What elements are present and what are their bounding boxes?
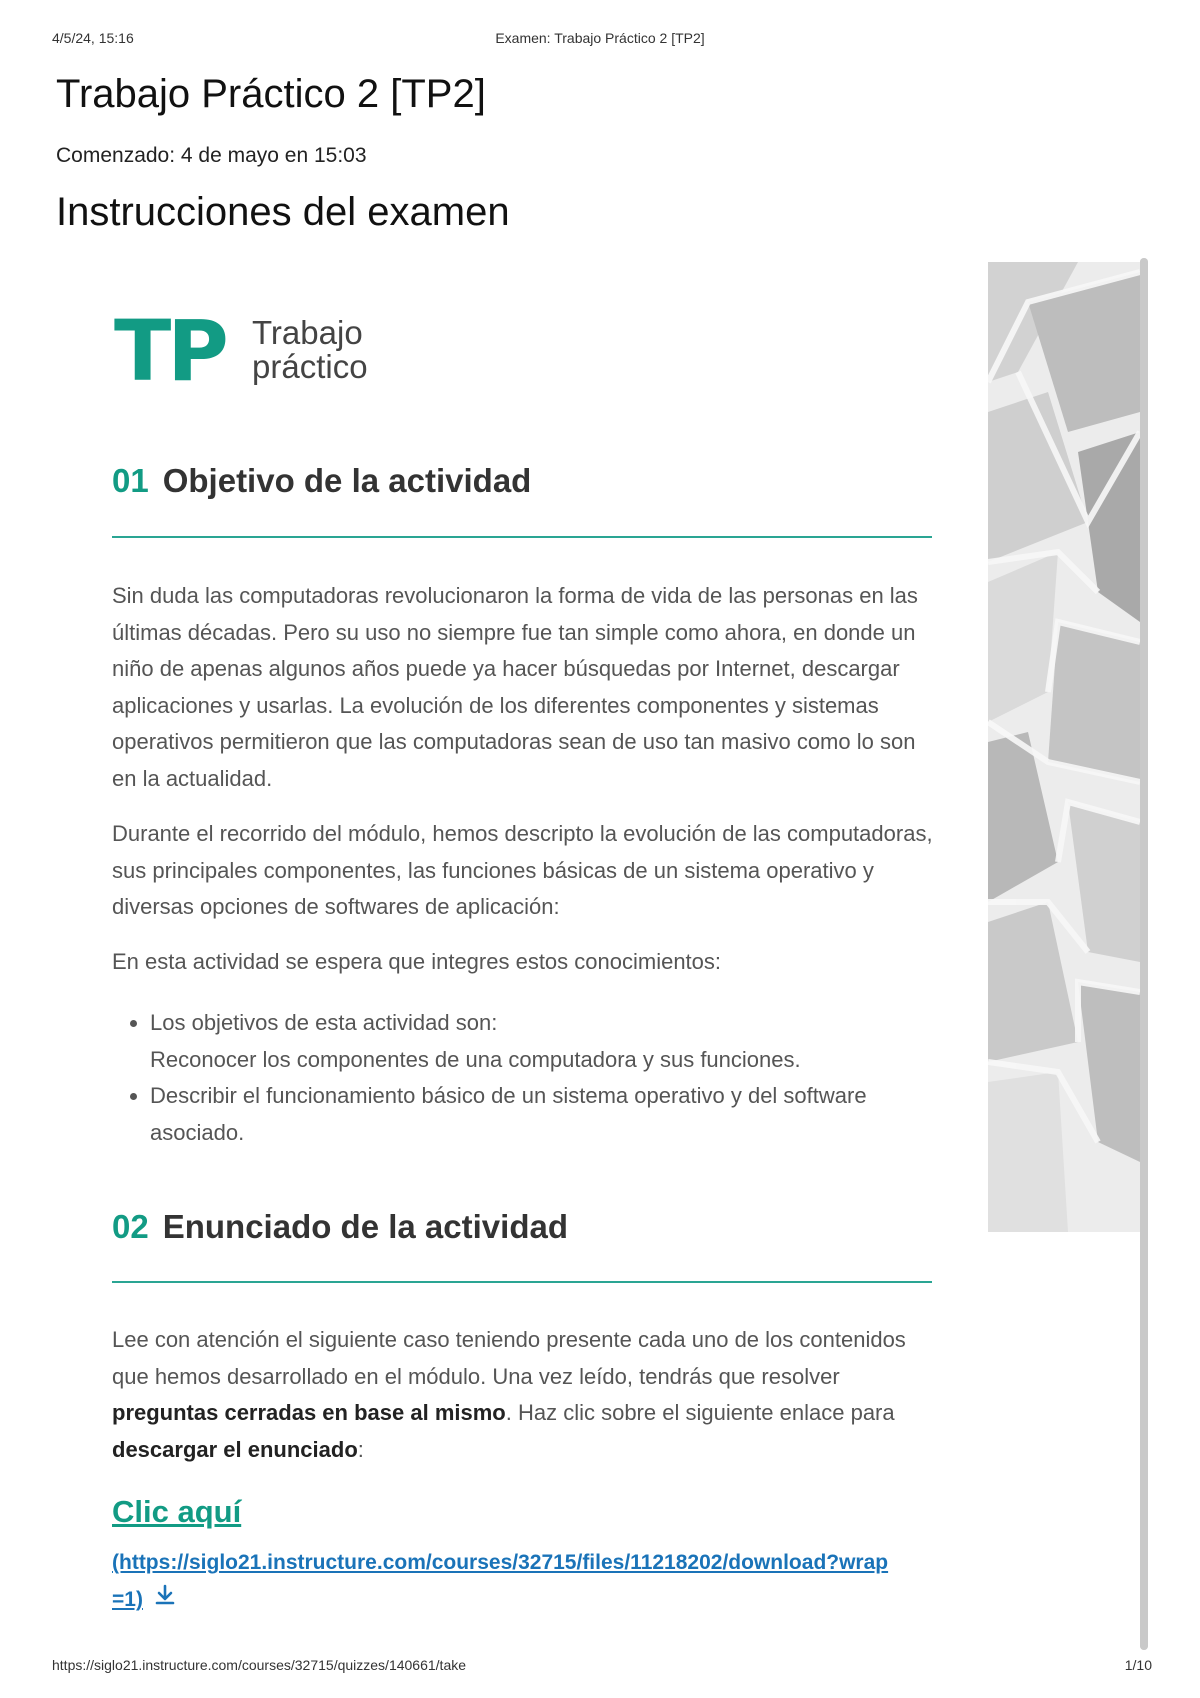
tp-logo-line1: Trabajo [252,314,363,351]
download-link[interactable]: Clic aquí [112,1494,242,1529]
print-datetime: 4/5/24, 15:16 [52,30,134,46]
section-1-paragraph-2: Durante el recorrido del módulo, hemos descripto la evolución de las computadoras, sus principales componentes, las funciones básicas de un sistema operativo y diversas opciones de softwares de aplicación: [112,821,933,919]
section-1-number: 01 [112,462,149,499]
section-2-text: : [357,1436,364,1462]
section-1-heading [112,462,531,500]
section-2-paragraph [112,1322,942,1468]
scrollbar-thumb[interactable] [1140,258,1148,1650]
list-item-line: Describir el funcionamiento básico de un sistema operativo y del software asociado. [150,1083,867,1145]
tp-logo-words [252,316,512,384]
section-1-title: Objetivo de la actividad [162,462,532,499]
list-item [150,1078,942,1151]
scrollbar[interactable] [1140,258,1148,1650]
objectives-list [112,1005,942,1151]
list-item-line: Reconocer los componentes de una computadora y sus funciones. [150,1046,801,1072]
list-item [150,1005,942,1078]
print-doc-title: Examen: Trabajo Práctico 2 [TP2] [495,30,705,46]
section-2-bold-text: preguntas cerradas en base al mismo [112,1400,506,1425]
section-1-paragraph-3: En esta actividad se espera que integres estos conocimientos: [112,949,722,974]
section-2-bold-text: descargar el enunciado [112,1436,358,1462]
section-2-number: 02 [112,1208,149,1245]
download-url-text[interactable]: (https://siglo21.instructure.com/courses/32715/files/11218202/download?wrap=1) [112,1551,889,1611]
section-1-divider [112,536,932,538]
page-title: Trabajo Práctico 2 [TP2] [56,72,486,116]
section-2-text: Lee con atención el siguiente caso teniendo presente cada uno de los contenidos que hemos desarrollado en el módulo. Una vez leído, tendrás que resolver [112,1327,906,1389]
instructions-heading: Instrucciones del examen [56,190,510,234]
tp-logo-letters: TP [114,302,225,400]
section-2-heading [112,1208,568,1246]
download-icon[interactable] [153,1582,177,1619]
download-url-link[interactable] [112,1544,892,1619]
started-timestamp: Comenzado: 4 de mayo en 15:03 [56,144,367,167]
section-2-divider [112,1281,932,1283]
decorative-side-image [988,262,1140,1232]
tp-logo-line2: práctico [252,348,368,385]
print-url: https://siglo21.instructure.com/courses/32715/quizzes/140661/take [52,1657,467,1673]
print-page-number: 1/10 [1124,1657,1152,1673]
section-2-title: Enunciado de la actividad [162,1208,568,1245]
section-1-paragraph-1: Sin duda las computadoras revolucionaron la forma de vida de las personas en las últimas décadas. Pero su uso no siempre fue tan simple como ahora, en donde un niño de apenas algunos años puede ya hacer búsquedas por Internet, descargar aplicaciones y usarlas. La evolución de los diferentes componentes y sistemas operativos permitieron que las computadoras sean de uso tan masivo como lo son en la actualidad. [112,583,918,791]
section-2-text: . Haz clic sobre el siguiente enlace para [505,1400,895,1425]
list-item-line: Los objetivos de esta actividad son: [150,1010,498,1035]
